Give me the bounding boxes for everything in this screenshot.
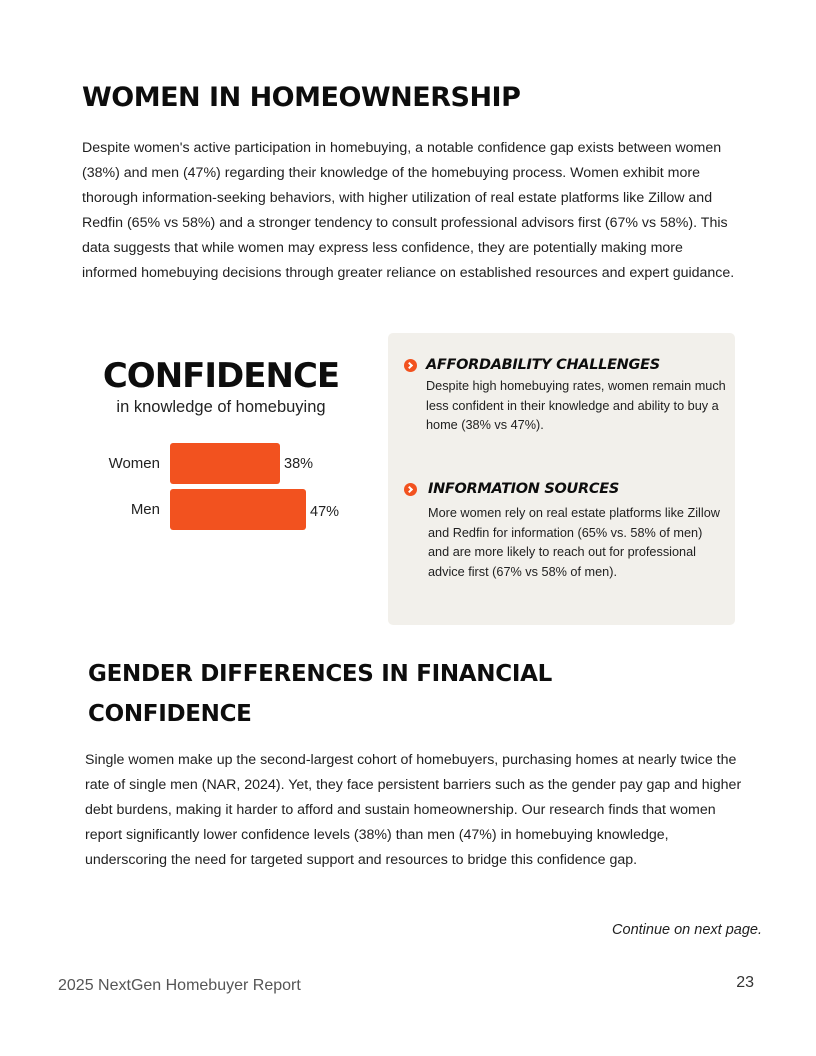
chevron-right-icon xyxy=(404,359,417,372)
chevron-right-icon xyxy=(404,483,417,496)
page-number: 23 xyxy=(736,974,754,991)
callout-body: More women rely on real estate platforms like Zillow and Redfin for information (65% vs. 58% of men) and are more likely to reach out for professional advice first (67% vs 58% of men). xyxy=(428,506,720,579)
callout-body: Despite high homebuying rates, women remain much less confident in their knowledge and ability to buy a home (38% vs 47%). xyxy=(426,379,726,432)
chart-title: CONFIDENCE xyxy=(102,356,340,396)
callout-information-sources xyxy=(404,481,724,582)
bar-value-label: 47% xyxy=(310,504,340,520)
intro-paragraph: Despite women's active participation in homebuying, a notable confidence gap exists between women (38%) and men (47%) regarding their knowledge of the homebuying process. Women exhibit more thorough information-seeking behaviors, with higher utilization of real estate platforms like Zillow and Redfin (65% vs 58%) and a stronger tendency to consult professional advisors first (67% vs 58%). This data suggests that while women may express less confidence, they are potentially making more informed homebuying decisions through greater reliance on established resources and expert guidance. xyxy=(82,140,735,281)
report-name: 2025 NextGen Homebuyer Report xyxy=(58,977,301,994)
bar-value-label: 38% xyxy=(284,456,314,472)
section-title: WOMEN IN HOMEOWNERSHIP xyxy=(82,82,521,113)
bar-men xyxy=(170,489,306,530)
callout-heading: AFFORDABILITY CHALLENGES xyxy=(426,357,660,373)
body-paragraph: Single women make up the second-largest cohort of homebuyers, purchasing homes at nearly twice the rate of single men (NAR, 2024). Yet, they face persistent barriers such as the gender pay gap and higher debt burdens, making it harder to afford and sustain homeownership. Our research finds that women report significantly lower confidence levels (38%) than men (47%) in homebuying knowledge, underscoring the need for targeted support and resources to bridge this confidence gap. xyxy=(85,752,742,868)
key-findings-panel xyxy=(388,333,735,625)
callout-heading: INFORMATION SOURCES xyxy=(428,481,619,497)
bar-category-label: Women xyxy=(108,455,160,472)
bar-category-label: Men xyxy=(130,501,160,518)
section-title: GENDER DIFFERENCES IN FINANCIAL CONFIDENCE xyxy=(88,661,552,727)
bar-women xyxy=(170,443,280,484)
continue-note: Continue on next page. xyxy=(612,922,762,938)
chart-subtitle: in knowledge of homebuying xyxy=(116,398,326,416)
callout-affordability xyxy=(404,357,726,436)
